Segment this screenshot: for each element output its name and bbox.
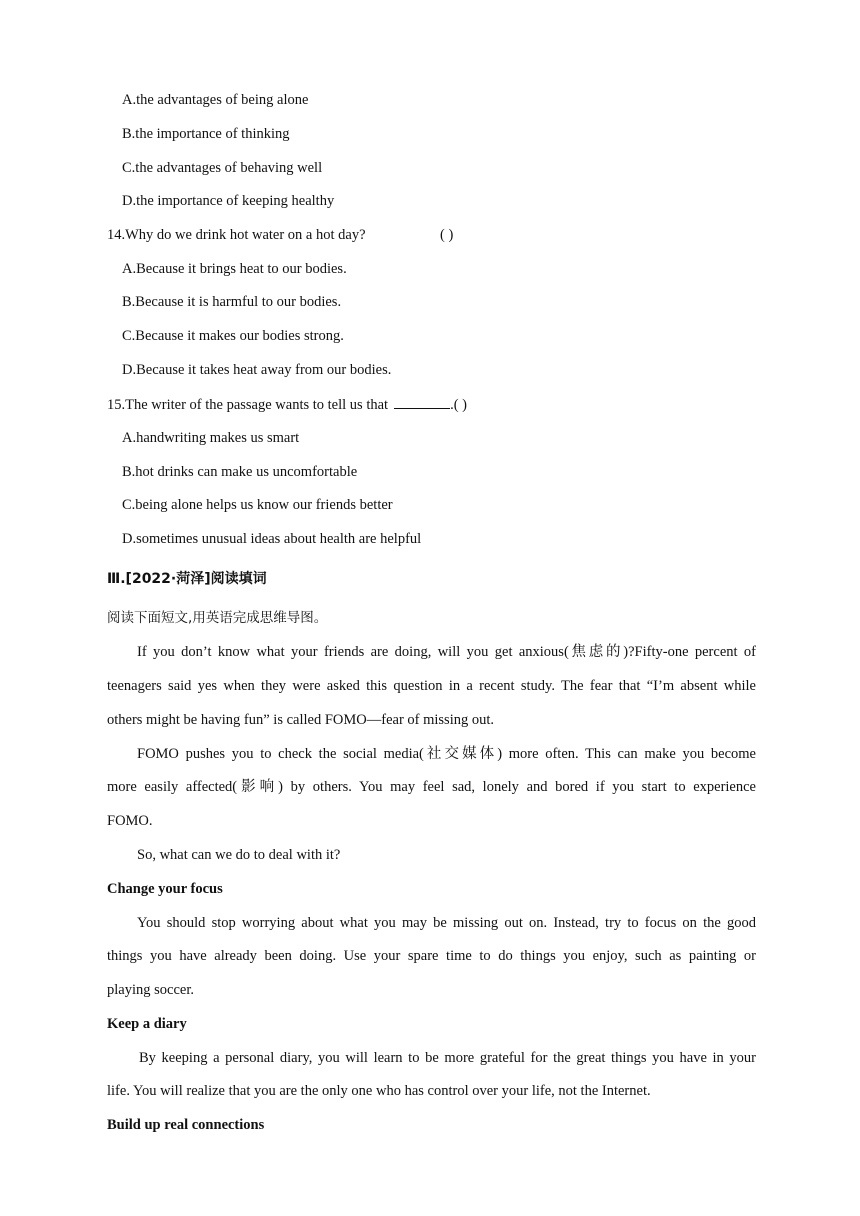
- passage-p1-line1: If you don’t know what your friends are doing, will you get anxious(焦虑的)?Fifty-one percent of: [137, 644, 756, 660]
- passage-p4-line1: You should stop worrying about what you may be missing out on. Instead, try to focus on the good: [137, 915, 756, 931]
- q15-stem: 15.The writer of the passage wants to tell us that: [107, 397, 389, 413]
- q13-option-a: A.the advantages of being alone: [122, 92, 309, 108]
- q13-option-b: B.the importance of thinking: [122, 126, 290, 142]
- passage-p3: So, what can we do to deal with it?: [137, 847, 341, 863]
- subheading-real-connections: Build up real connections: [107, 1117, 265, 1133]
- passage-p2-line3: FOMO.: [107, 813, 153, 829]
- passage-p1-line2: teenagers said yes when they were asked this question in a recent study. The fear that “I’m absent while: [107, 678, 756, 694]
- section-title: Ⅲ.[2022·菏泽]阅读填词: [107, 571, 267, 587]
- q14-stem: 14.Why do we drink hot water on a hot day?: [107, 227, 366, 243]
- q13-option-d: D.the importance of keeping healthy: [122, 193, 335, 209]
- q15-answer-bracket: .( ): [450, 397, 467, 413]
- q15-option-a: A.handwriting makes us smart: [122, 430, 300, 446]
- q15-option-b: B.hot drinks can make us uncomfortable: [122, 464, 358, 480]
- subheading-change-focus: Change your focus: [107, 881, 223, 897]
- passage-p5-line2: life. You will realize that you are the only one who has control over your life, not the Internet.: [107, 1083, 651, 1099]
- q14-option-b: B.Because it is harmful to our bodies.: [122, 294, 342, 310]
- passage-p2-line1: FOMO pushes you to check the social media(社交媒体) more often. This can make you become: [137, 746, 756, 762]
- section-instruction: 阅读下面短文,用英语完成思维导图。: [107, 610, 328, 626]
- q15-blank: [394, 394, 450, 409]
- passage-p5-line1: By keeping a personal diary, you will learn to be more grateful for the great things you have in your: [139, 1050, 756, 1066]
- q15-option-c: C.being alone helps us know our friends better: [122, 497, 393, 513]
- passage-p4-line3: playing soccer.: [107, 982, 194, 998]
- q14-option-a: A.Because it brings heat to our bodies.: [122, 261, 347, 277]
- q14-option-c: C.Because it makes our bodies strong.: [122, 328, 344, 344]
- q15-option-d: D.sometimes unusual ideas about health are helpful: [122, 531, 422, 547]
- passage-p2-line2: more easily affected(影响) by others. You may feel sad, lonely and bored if you start to experience: [107, 779, 756, 795]
- subheading-keep-diary: Keep a diary: [107, 1016, 187, 1032]
- passage-p4-line2: things you have already been doing. Use your spare time to do things you enjoy, such as painting or: [107, 948, 756, 964]
- q14-answer-bracket: ( ): [440, 227, 454, 243]
- q15-line: [107, 394, 467, 415]
- passage-p1-line3: others might be having fun” is called FOMO—fear of missing out.: [107, 712, 495, 728]
- q13-option-c: C.the advantages of behaving well: [122, 160, 323, 176]
- q14-option-d: D.Because it takes heat away from our bodies.: [122, 362, 392, 378]
